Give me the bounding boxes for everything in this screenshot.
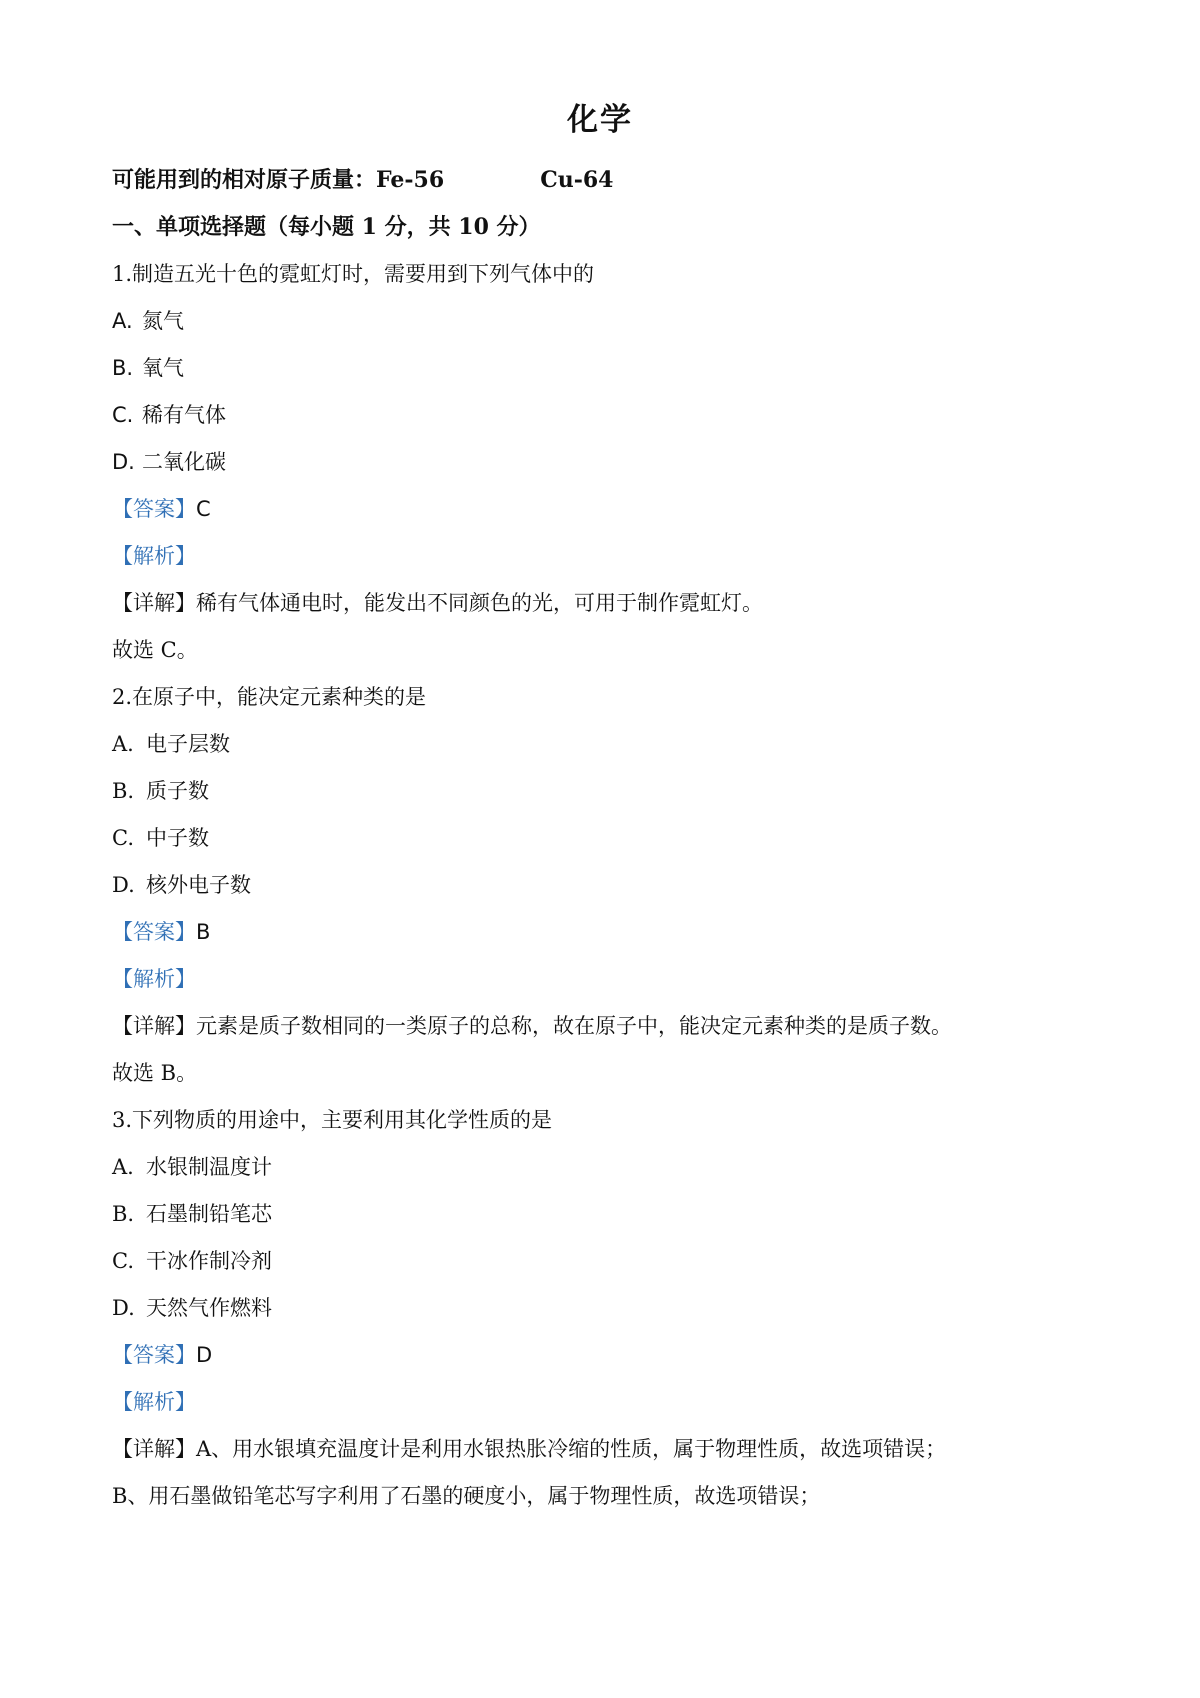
- q3-option-b: B. 石墨制铅笔芯: [112, 1202, 272, 1226]
- q1-answer: 【答案】C: [112, 497, 211, 521]
- q3-detail-a: 【详解】A、用水银填充温度计是利用水银热胀冷缩的性质，属于物理性质，故选项错误；: [112, 1437, 947, 1461]
- q2-choose: 故选 B。: [112, 1061, 198, 1085]
- q1-analysis-tag: 【解析】: [112, 544, 196, 568]
- atomic-mass-cu: Cu-64: [540, 167, 614, 193]
- q2-detail: 【详解】元素是质子数相同的一类原子的总称，故在原子中，能决定元素种类的是质子数。: [112, 1014, 952, 1038]
- q1-stem: 1.制造五光十色的霓虹灯时，需要用到下列气体中的: [112, 262, 595, 286]
- q3-option-d: D. 天然气作燃料: [112, 1296, 272, 1320]
- q3-stem: 3.下列物质的用途中，主要利用其化学性质的是: [112, 1108, 553, 1132]
- page-title: 化学: [567, 102, 633, 138]
- q2-stem: 2.在原子中，能决定元素种类的是: [112, 685, 427, 709]
- q1-option-d: D. 二氧化碳: [112, 450, 226, 474]
- detail-tag: 【详解】: [112, 591, 196, 615]
- q3-option-a: A. 水银制温度计: [112, 1155, 272, 1179]
- q2-option-a: A. 电子层数: [112, 732, 230, 756]
- answer-tag: 【答案】: [112, 497, 196, 521]
- atomic-mass-label: 可能用到的相对原子质量：: [112, 167, 377, 193]
- detail-tag: 【详解】: [112, 1014, 196, 1038]
- q1-option-c: C. 稀有气体: [112, 403, 226, 427]
- q3-detail-b: B、用石墨做铅笔芯写字利用了石墨的硬度小，属于物理性质，故选项错误；: [112, 1484, 821, 1508]
- answer-tag: 【答案】: [112, 920, 196, 944]
- detail-tag: 【详解】: [112, 1437, 196, 1461]
- q3-analysis-tag: 【解析】: [112, 1390, 196, 1414]
- section-heading: 一、单项选择题（每小题 1 分，共 10 分）: [112, 214, 541, 240]
- q2-option-b: B. 质子数: [112, 779, 209, 803]
- q1-option-a: A. 氮气: [112, 309, 184, 333]
- answer-tag: 【答案】: [112, 1343, 196, 1367]
- q1-detail: 【详解】稀有气体通电时，能发出不同颜色的光，可用于制作霓虹灯。: [112, 591, 763, 615]
- q2-option-d: D. 核外电子数: [112, 873, 251, 897]
- q2-answer: 【答案】B: [112, 920, 211, 944]
- q1-choose: 故选 C。: [112, 638, 198, 662]
- q3-option-c: C. 干冰作制冷剂: [112, 1249, 272, 1273]
- q3-answer: 【答案】D: [112, 1343, 213, 1367]
- q2-option-c: C. 中子数: [112, 826, 209, 850]
- q2-analysis-tag: 【解析】: [112, 967, 196, 991]
- q1-option-b: B. 氧气: [112, 356, 184, 380]
- atomic-mass-line: [112, 165, 613, 195]
- atomic-mass-fe: Fe-56: [376, 167, 445, 193]
